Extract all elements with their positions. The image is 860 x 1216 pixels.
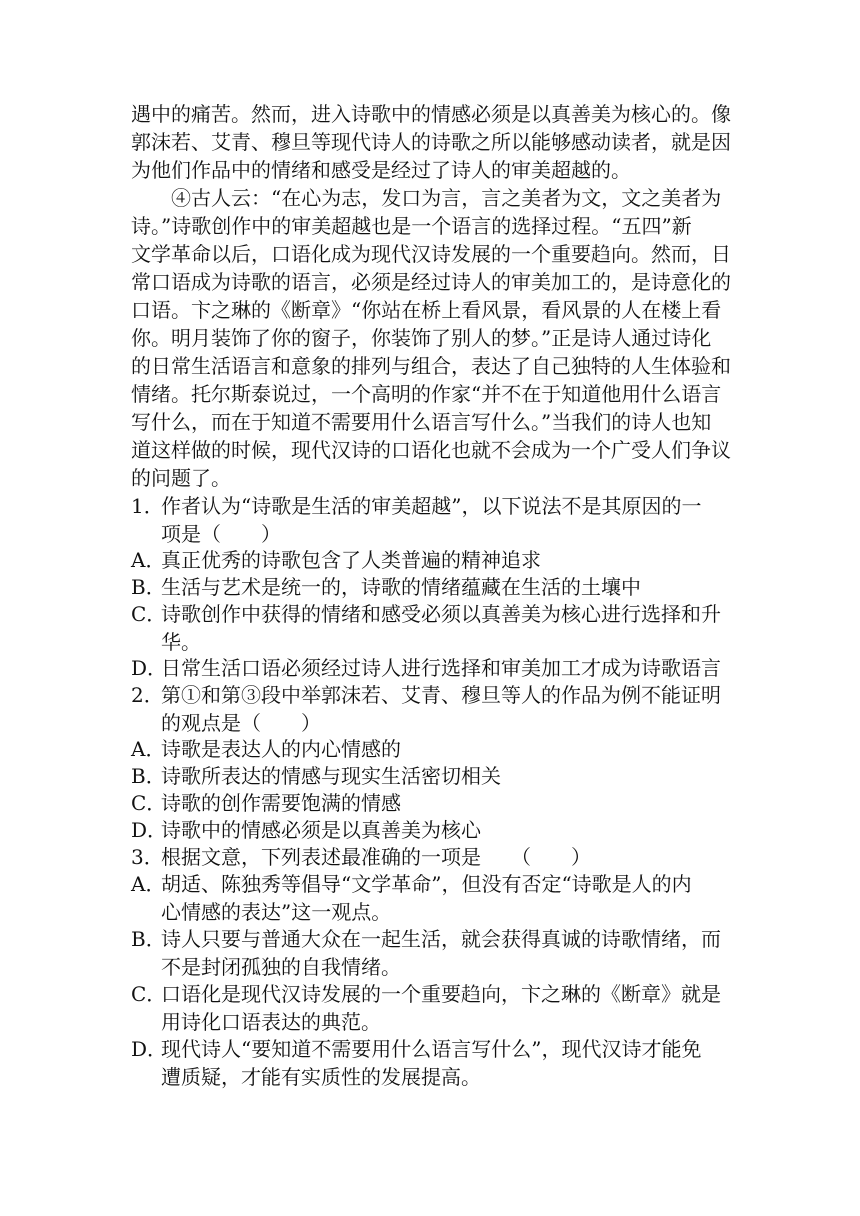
text-line: 常口语成为诗歌的语言，必须是经过诗人的审美加工的，是诗意化的 — [131, 270, 731, 294]
question-1-stem — [131, 492, 731, 548]
question-text: 第①和第③段中举郭沫若、艾青、穆旦等人的作品为例不能证明 — [161, 683, 721, 707]
question-2-option-c — [131, 789, 731, 817]
text-line: 口语。卞之琳的《断章》“你站在桥上看风景，看风景的人在楼上看 — [131, 298, 722, 322]
question-2-option-b — [131, 762, 731, 790]
question-number: 2． — [131, 683, 164, 707]
question-1-option-a — [131, 546, 731, 574]
question-number: 3． — [131, 845, 164, 869]
option-text: 诗歌创作中获得的情绪和感受必须以真善美为核心进行选择和升 — [161, 602, 721, 626]
option-text: 现代诗人“要知道不需要用什么语言写什么”，现代汉诗才能免 — [161, 1037, 702, 1061]
option-text: 不是封闭孤独的自我情绪。 — [161, 955, 401, 979]
option-text: 心情感的表达”这一观点。 — [161, 900, 392, 924]
question-number: 1． — [131, 494, 164, 518]
question-text: 的观点是（ ） — [161, 711, 321, 735]
text-line: 写什么，而在于知道不需要用什么语言写什么。”当我们的诗人也知 — [131, 410, 712, 434]
question-2-option-d — [131, 816, 731, 844]
option-label: A． — [131, 737, 166, 761]
question-3-option-a — [131, 870, 731, 926]
option-label: B． — [131, 927, 166, 951]
question-3-stem — [131, 843, 731, 871]
question-1-option-d — [131, 654, 731, 682]
passage-paragraph-3-tail — [131, 100, 731, 184]
text-line: 的日常生活语言和意象的排列与组合，表达了自己独特的人生体验和 — [131, 354, 731, 378]
option-text: 真正优秀的诗歌包含了人类普遍的精神追求 — [161, 548, 541, 572]
option-text: 口语化是现代汉诗发展的一个重要趋向，卞之琳的《断章》就是 — [161, 982, 721, 1006]
option-label: C． — [131, 791, 167, 815]
option-label: A． — [131, 872, 166, 896]
question-3-option-d — [131, 1035, 731, 1091]
option-text: 日常生活口语必须经过诗人进行选择和审美加工才成为诗歌语言 — [161, 656, 721, 680]
text-line: 诗。”诗歌创作中的审美超越也是一个语言的选择过程。“五四”新 — [131, 214, 692, 238]
text-line: 遇中的痛苦。然而，进入诗歌中的情感必须是以真善美为核心的。像 — [131, 102, 731, 126]
text-line: ④古人云：“在心为志，发口为言，言之美者为文，文之美者为 — [131, 186, 722, 210]
option-text: 胡适、陈独秀等倡导“文学革命”，但没有否定“诗歌是人的内 — [161, 872, 692, 896]
question-text: 项是（ ） — [161, 522, 281, 546]
option-label: B． — [131, 764, 166, 788]
option-label: B． — [131, 575, 166, 599]
question-3-option-b — [131, 925, 731, 981]
option-label: D． — [131, 818, 168, 842]
option-text: 生活与艺术是统一的，诗歌的情绪蕴藏在生活的土壤中 — [161, 575, 641, 599]
option-label: C． — [131, 982, 167, 1006]
text-line: 为他们作品中的情绪和感受是经过了诗人的审美超越的。 — [131, 158, 631, 182]
passage-paragraph-4 — [131, 184, 731, 492]
text-line: 的问题了。 — [131, 466, 231, 490]
option-text: 诗歌的创作需要饱满的情感 — [161, 791, 401, 815]
option-text: 诗人只要与普通大众在一起生活，就会获得真诚的诗歌情绪，而 — [161, 927, 721, 951]
question-2-stem — [131, 681, 731, 737]
text-line: 郭沫若、艾青、穆旦等现代诗人的诗歌之所以能够感动读者，就是因 — [131, 130, 731, 154]
question-text: 作者认为“诗歌是生活的审美超越”，以下说法不是其原因的一 — [161, 494, 702, 518]
text-line: 你。明月装饰了你的窗子，你装饰了别人的梦。”正是诗人通过诗化 — [131, 326, 712, 350]
option-label: D． — [131, 656, 168, 680]
question-1-option-b — [131, 573, 731, 601]
question-1-option-c — [131, 600, 731, 656]
option-label: C． — [131, 602, 167, 626]
option-text: 诗歌是表达人的内心情感的 — [161, 737, 401, 761]
option-text: 用诗化口语表达的典范。 — [161, 1010, 381, 1034]
text-line: 道这样做的时候，现代汉诗的口语化也就不会成为一个广受人们争议 — [131, 438, 731, 462]
question-3-option-c — [131, 980, 731, 1036]
option-text: 诗歌所表达的情感与现实生活密切相关 — [161, 764, 501, 788]
text-line: 文学革命以后，口语化成为现代汉诗发展的一个重要趋向。然而，日 — [131, 242, 731, 266]
option-label: D． — [131, 1037, 168, 1061]
text-line: 情绪。托尔斯泰说过，一个高明的作家“并不在于知道他用什么语言 — [131, 382, 722, 406]
option-label: A． — [131, 548, 166, 572]
question-2-option-a — [131, 735, 731, 763]
option-text: 诗歌中的情感必须是以真善美为核心 — [161, 818, 481, 842]
option-text: 遭质疑，才能有实质性的发展提高。 — [161, 1065, 481, 1089]
question-text: 根据文意，下列表述最准确的一项是 （ ） — [161, 845, 591, 869]
option-text: 华。 — [161, 630, 201, 654]
